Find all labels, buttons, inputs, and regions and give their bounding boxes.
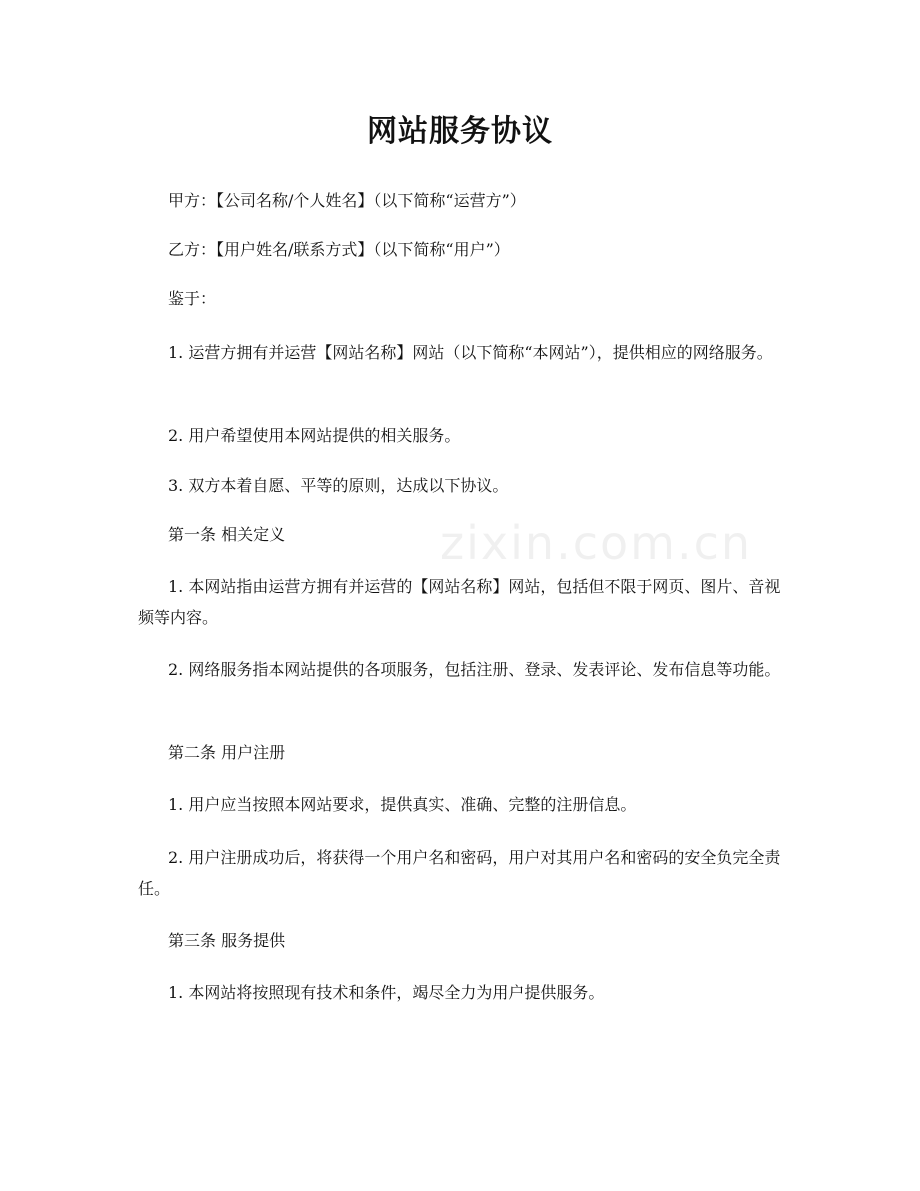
article-1-heading: 第一条 相关定义 bbox=[168, 525, 286, 544]
article-1-item-1: 1. 本网站指由运营方拥有并运营的【网站名称】网站，包括但不限于网页、图片、音视频等内容。 bbox=[138, 577, 781, 627]
party-a-line: 甲方：【公司名称/个人姓名】（以下简称“运营方”） bbox=[168, 191, 526, 210]
whereas-item-2: 2. 用户希望使用本网站提供的相关服务。 bbox=[168, 426, 461, 445]
watermark-text: zixin.com.cn bbox=[440, 516, 753, 570]
article-3-item-1: 1. 本网站将按照现有技术和条件，竭尽全力为用户提供服务。 bbox=[168, 983, 605, 1002]
whereas-item-3: 3. 双方本着自愿、平等的原则，达成以下协议。 bbox=[168, 476, 509, 495]
party-b-line: 乙方：【用户姓名/联系方式】（以下简称“用户”） bbox=[168, 240, 510, 259]
article-3-heading: 第三条 服务提供 bbox=[168, 931, 286, 950]
whereas-heading: 鉴于： bbox=[168, 289, 217, 308]
document-title: 网站服务协议 bbox=[367, 114, 553, 149]
article-2-item-1: 1. 用户应当按照本网站要求，提供真实、准确、完整的注册信息。 bbox=[168, 795, 637, 814]
article-1-item-2: 2. 网络服务指本网站提供的各项服务，包括注册、登录、发表评论、发布信息等功能。 bbox=[168, 660, 781, 679]
whereas-item-1: 1. 运营方拥有并运营【网站名称】网站（以下简称“本网站”），提供相应的网络服务。 bbox=[168, 343, 773, 362]
article-2-heading: 第二条 用户注册 bbox=[168, 743, 286, 762]
article-2-item-2: 2. 用户注册成功后，将获得一个用户名和密码，用户对其用户名和密码的安全负完全责任。 bbox=[138, 848, 781, 898]
